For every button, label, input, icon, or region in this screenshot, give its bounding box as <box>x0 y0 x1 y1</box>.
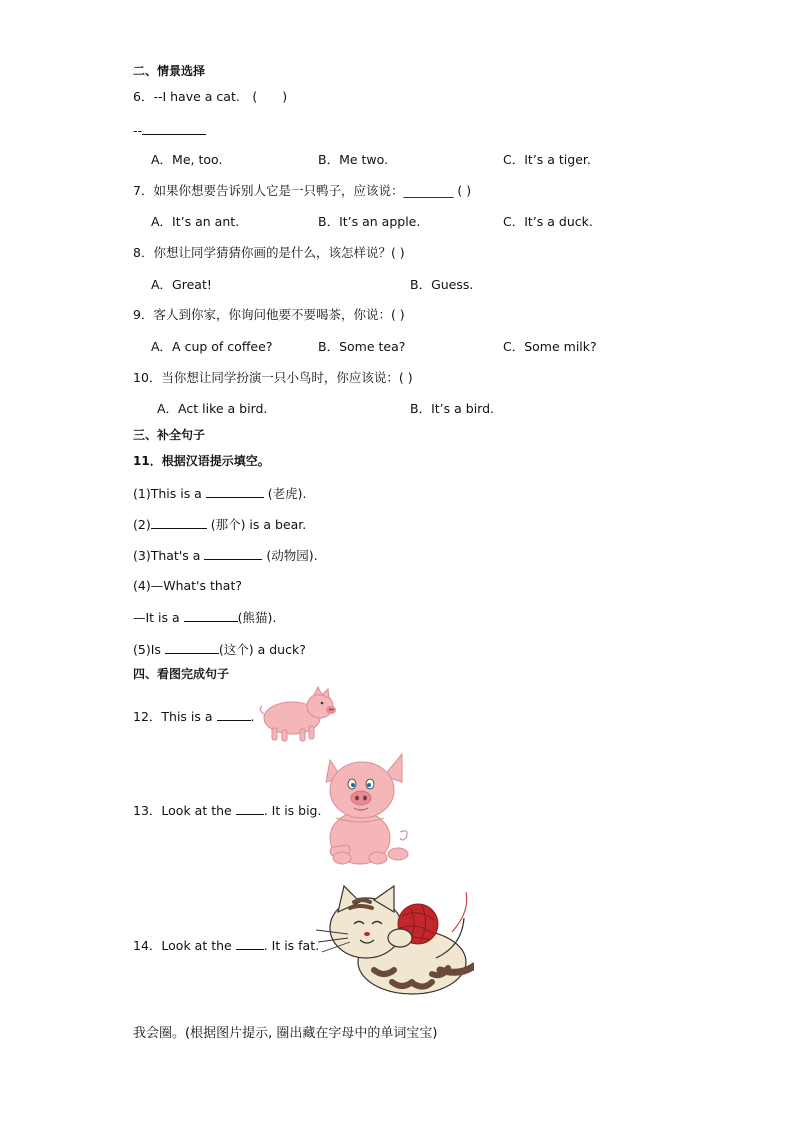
section-2-title: 二、情景选择 <box>133 64 206 78</box>
cat-image <box>314 878 474 1006</box>
question-6-answer-line <box>133 122 206 139</box>
q8-option-a[interactable]: A．Great! <box>151 277 212 292</box>
q7-option-a[interactable]: A．It’s an ant. <box>151 214 240 229</box>
item-hint: (那个) is a bear. <box>206 517 307 532</box>
question-14 <box>133 937 319 954</box>
item-text: (3)That's a <box>133 548 205 563</box>
q8-option-b[interactable]: B．Guess. <box>410 277 474 292</box>
q10-option-b[interactable]: B．It’s a bird. <box>410 401 494 416</box>
answer-prefix: -- <box>133 123 143 138</box>
item-hint: (动物园). <box>262 548 318 563</box>
q11-item-3 <box>133 547 318 564</box>
item-hint: (这个) a duck? <box>218 642 306 657</box>
question-6: 6．--I have a cat. ( ) <box>133 89 288 104</box>
pig-large-image <box>312 748 416 868</box>
footer-instruction: 我会圈。(根据图片提示, 圈出藏在字母中的单词宝宝) <box>133 1026 438 1041</box>
q7-option-c[interactable]: C．It’s a duck. <box>503 214 593 229</box>
question-8: 8．你想让同学猜猜你画的是什么，该怎样说？( ) <box>133 245 405 260</box>
question-9: 9．客人到你家，你询问他要不要喝茶，你说：( ) <box>133 307 405 322</box>
answer-blank[interactable] <box>151 516 207 529</box>
q9-option-b[interactable]: B．Some tea? <box>318 339 406 354</box>
question-text-end: . It is big. <box>263 803 322 818</box>
q11-item-5 <box>133 641 306 658</box>
question-10: 10．当你想让同学扮演一只小鸟时，你应该说：( ) <box>133 370 413 385</box>
q11-item-4-answer <box>133 609 276 626</box>
answer-blank[interactable] <box>165 641 219 654</box>
q11-item-4 <box>133 578 242 594</box>
item-text: (5)Is <box>133 642 165 657</box>
item-hint: (老虎). <box>263 486 307 501</box>
q11-item-1 <box>133 485 307 502</box>
answer-blank[interactable] <box>184 609 238 622</box>
q6-option-b[interactable]: B．Me two. <box>318 152 389 167</box>
q9-option-a[interactable]: A．A cup of coffee? <box>151 339 273 354</box>
section-3-title: 三、补全句子 <box>133 428 206 442</box>
question-11-title: 11．根据汉语提示填空。 <box>133 454 270 468</box>
answer-blank[interactable] <box>236 937 264 950</box>
q11-item-2 <box>133 516 306 533</box>
question-text-end: . It is fat. <box>263 938 320 953</box>
q6-option-a[interactable]: A．Me, too. <box>151 152 223 167</box>
answer-blank[interactable] <box>206 485 264 498</box>
item-text: (1)This is a <box>133 486 206 501</box>
answer-blank <box>142 122 206 135</box>
q10-option-a[interactable]: A．Act like a bird. <box>157 401 268 416</box>
answer-blank[interactable] <box>236 802 264 815</box>
question-12 <box>133 708 255 725</box>
pig-small-image <box>256 684 338 744</box>
item-text: (4)—What's that? <box>133 578 242 593</box>
q6-option-c[interactable]: C．It’s a tiger. <box>503 152 591 167</box>
item-text: —It is a <box>133 610 184 625</box>
question-text-end: . <box>250 709 255 724</box>
question-13 <box>133 802 321 819</box>
answer-blank[interactable] <box>204 547 262 560</box>
question-text: 12．This is a <box>133 709 217 724</box>
question-text: 13．Look at the <box>133 803 236 818</box>
item-text: (2) <box>133 517 151 532</box>
q9-option-c[interactable]: C．Some milk? <box>503 339 597 354</box>
question-text: 14．Look at the <box>133 938 236 953</box>
q7-option-b[interactable]: B．It’s an apple. <box>318 214 421 229</box>
item-hint: (熊猫). <box>237 610 277 625</box>
section-4-title: 四、看图完成句子 <box>133 667 230 681</box>
question-7: 7．如果你想要告诉别人它是一只鸭子，应该说：________ ( ) <box>133 183 472 198</box>
answer-blank[interactable] <box>217 708 251 721</box>
